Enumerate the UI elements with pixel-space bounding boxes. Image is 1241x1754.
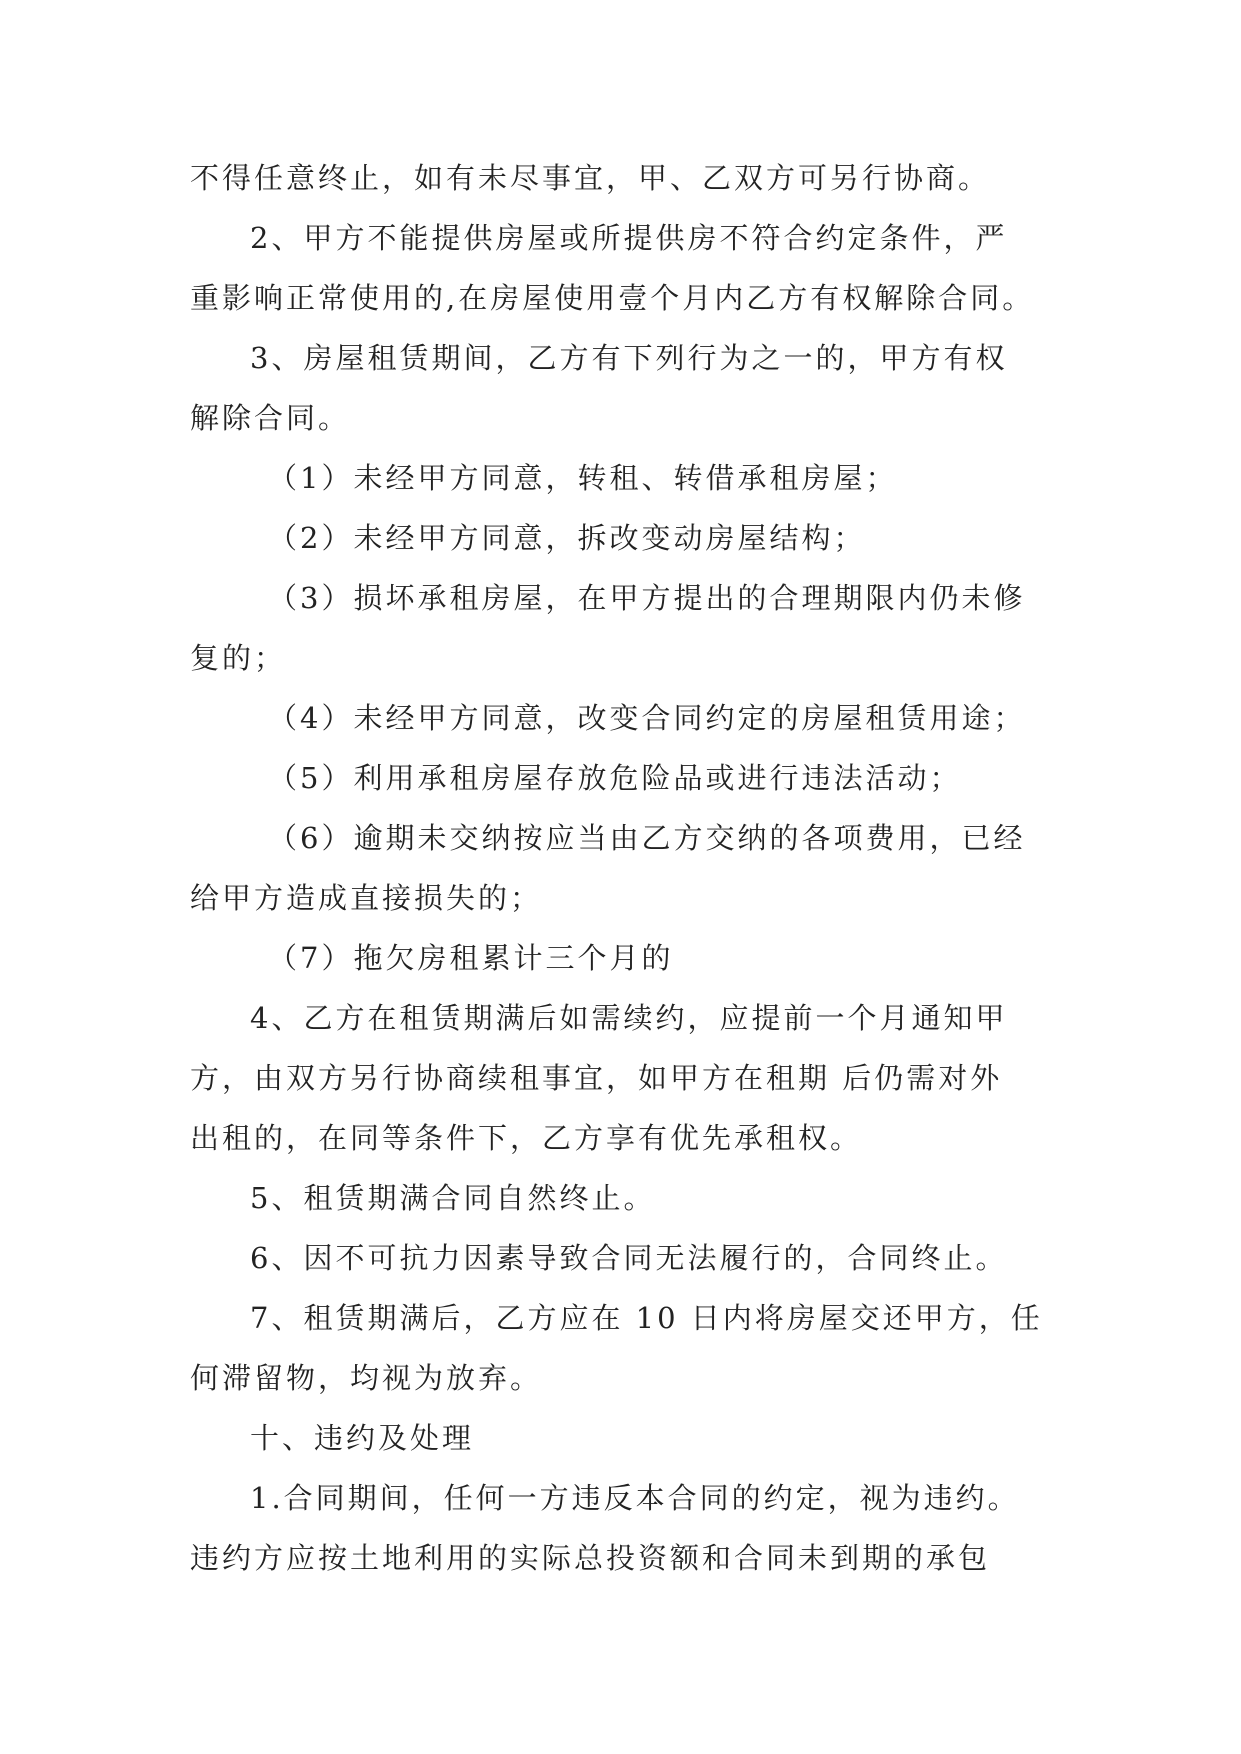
list-item-1: （1）未经甲方同意，转租、转借承租房屋；: [268, 461, 898, 495]
text-line: 重影响正常使用的,在房屋使用壹个月内乙方有权解除合同。: [190, 281, 1035, 315]
list-item-3: （3）损坏承租房屋，在甲方提出的合理期限内仍未修: [268, 581, 1026, 615]
text-line: 何滞留物，均视为放弃。: [190, 1361, 543, 1395]
clause-6-line: 6、因不可抗力因素导致合同无法履行的，合同终止。: [250, 1241, 1008, 1275]
list-item-4: （4）未经甲方同意，改变合同约定的房屋租赁用途；: [268, 701, 1026, 735]
clause-3-line: 3、房屋租赁期间，乙方有下列行为之一的，甲方有权: [250, 341, 1008, 375]
list-item-5: （5）利用承租房屋存放危险品或进行违法活动；: [268, 761, 962, 795]
clause-4-line: 4、乙方在租赁期满后如需续约，应提前一个月通知甲: [250, 1001, 1008, 1035]
text-line: 出租的，在同等条件下，乙方享有优先承租权。: [190, 1121, 863, 1155]
text-line: 不得任意终止，如有未尽事宜，甲、乙双方可另行协商。: [190, 161, 991, 195]
text-line: 给甲方造成直接损失的；: [190, 881, 543, 915]
text-line: 复的；: [190, 641, 287, 675]
list-item-7: （7）拖欠房租累计三个月的: [268, 941, 674, 975]
list-item-2: （2）未经甲方同意，拆改变动房屋结构；: [268, 521, 866, 555]
text-line: 方，由双方另行协商续租事宜，如甲方在租期 后仍需对外: [190, 1061, 1003, 1095]
list-item-6: （6）逾期未交纳按应当由乙方交纳的各项费用，已经: [268, 821, 1026, 855]
document-body: [190, 160, 1070, 1600]
section-clause-1-line: 1.合同期间，任何一方违反本合同的约定，视为违约。: [250, 1481, 1020, 1515]
clause-2-line: 2、甲方不能提供房屋或所提供房不符合约定条件，严: [250, 221, 1008, 255]
section-heading: 十、违约及处理: [250, 1421, 475, 1455]
text-line: 违约方应按土地利用的实际总投资额和合同未到期的承包: [190, 1541, 991, 1575]
clause-7-line: 7、租赁期满后，乙方应在 10 日内将房屋交还甲方，任: [250, 1301, 1043, 1335]
clause-5-line: 5、租赁期满合同自然终止。: [250, 1181, 656, 1215]
text-line: 解除合同。: [190, 401, 351, 435]
